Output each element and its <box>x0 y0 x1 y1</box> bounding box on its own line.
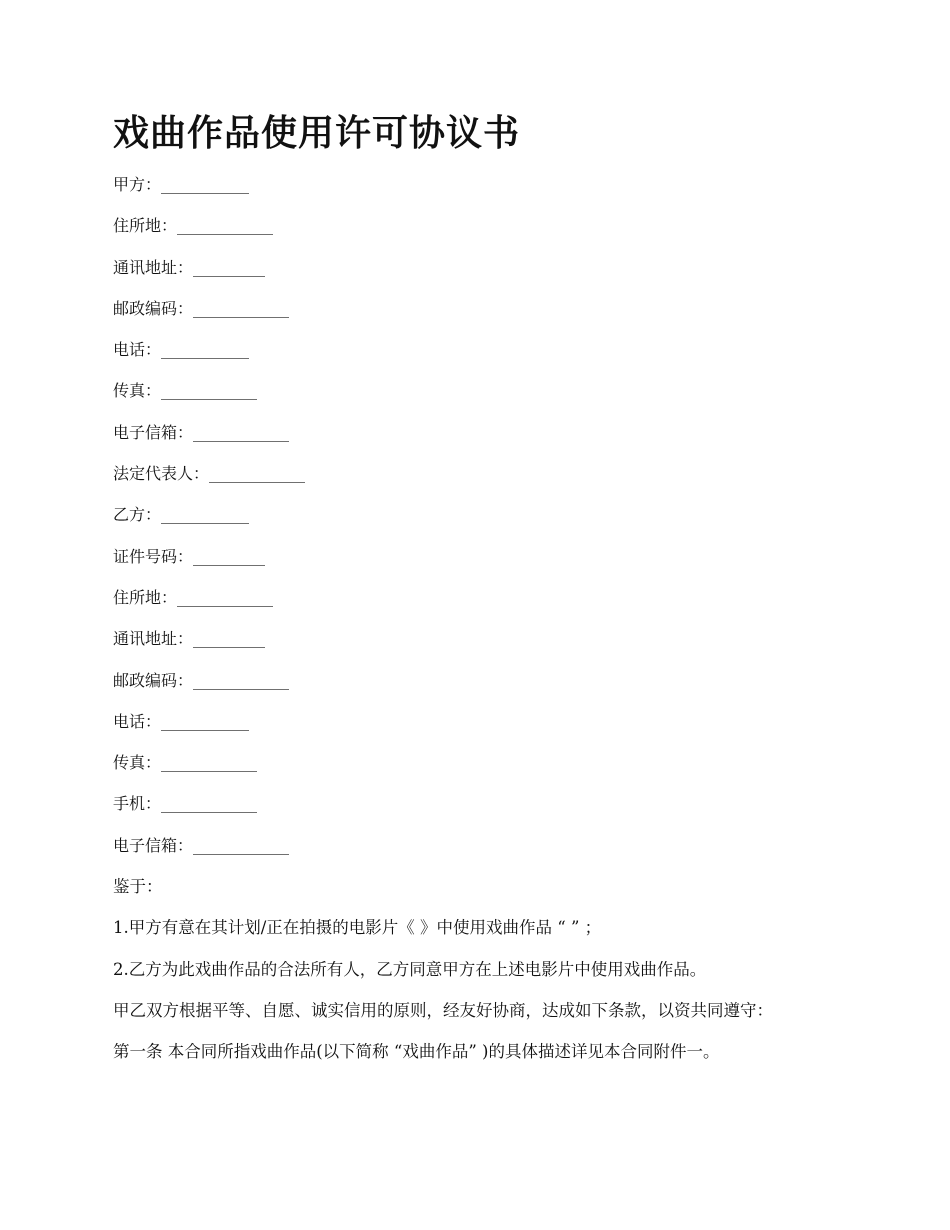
party-b-postal-code-field: 邮政编码：____________ <box>113 670 290 690</box>
article-1: 第一条 本合同所指戏曲作品(以下简称 “戏曲作品” )的具体描述详见本合同附件一。 <box>113 1042 720 1062</box>
party-a-email-field: 电子信箱：____________ <box>113 422 290 442</box>
party-a-phone-field: 电话：___________ <box>113 340 250 360</box>
party-a-postal-code-field: 邮政编码：____________ <box>113 298 290 318</box>
party-a-legal-representative-field: 法定代表人：____________ <box>113 464 306 484</box>
party-b-phone-field: 电话：___________ <box>113 711 250 731</box>
recital-2: 2.乙方为此戏曲作品的合法所有人，乙方同意甲方在上述电影片中使用戏曲作品。 <box>113 959 707 979</box>
party-b-email-field: 电子信箱：____________ <box>113 835 290 855</box>
party-a-fax-field: 传真：____________ <box>113 381 258 401</box>
party-a-address-field: 住所地：____________ <box>113 216 274 236</box>
party-a-mailing-address-field: 通讯地址：_________ <box>113 257 266 277</box>
agreement-intro: 甲乙双方根据平等、自愿、诚实信用的原则，经友好协商，达成如下条款，以资共同遵守： <box>113 1000 773 1020</box>
document-title: 戏曲作品使用许可协议书 <box>113 113 521 154</box>
recital-1: 1.甲方有意在其计划/正在拍摄的电影片《 》中使用戏曲作品 “ ” ； <box>113 918 602 938</box>
party-b-id-number-field: 证件号码：_________ <box>113 546 266 566</box>
whereas-label: 鉴于： <box>113 877 163 897</box>
party-b-mobile-field: 手机：____________ <box>113 794 258 814</box>
party-a-section <box>113 164 890 494</box>
party-b-fax-field: 传真：____________ <box>113 753 258 773</box>
party-b-mailing-address-field: 通讯地址：_________ <box>113 629 266 649</box>
party-b-name-field: 乙方：___________ <box>113 505 250 525</box>
party-b-section <box>113 494 890 866</box>
party-b-address-field: 住所地：____________ <box>113 587 274 607</box>
party-a-name-field: 甲方：___________ <box>113 175 250 194</box>
